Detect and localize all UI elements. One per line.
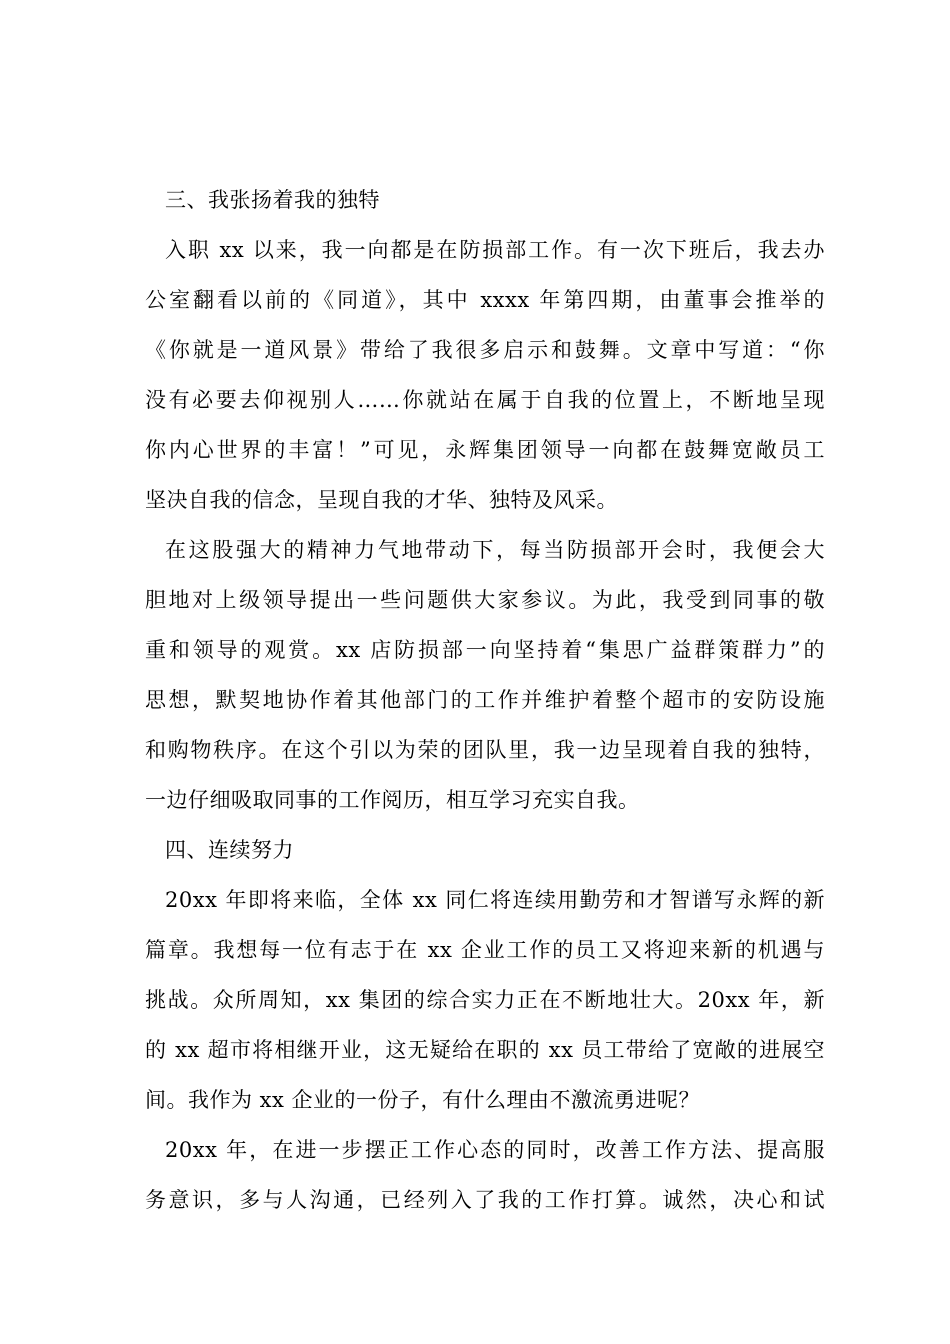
section-heading-3: 三、我张扬着我的独特	[165, 188, 380, 212]
paragraph-line: 你内心世界的丰富！”可见，永辉集团领导一向都在鼓舞宽敞员工	[145, 438, 825, 462]
paragraph-line: 一边仔细吸取同事的工作阅历，相互学习充实自我。	[145, 788, 640, 812]
paragraph-line: 思想，默契地协作着其他部门的工作并维护着整个超市的安防设施	[145, 688, 825, 712]
paragraph-line: 和购物秩序。在这个引以为荣的团队里，我一边呈现着自我的独特，	[145, 738, 825, 762]
paragraph-line: 的 xx 超市将相继开业，这无疑给在职的 xx 员工带给了宽敞的进展空	[145, 1038, 825, 1062]
section-heading-4: 四、连续努力	[165, 838, 294, 862]
paragraph-line: 在这股强大的精神力气地带动下，每当防损部开会时，我便会大	[165, 538, 825, 562]
paragraph-line: 坚决自我的信念，呈现自我的才华、独特及风采。	[145, 488, 618, 512]
paragraph-line: 胆地对上级领导提出一些问题供大家参议。为此，我受到同事的敬	[145, 588, 825, 612]
paragraph-line: 篇章。我想每一位有志于在 xx 企业工作的员工又将迎来新的机遇与	[145, 938, 825, 962]
paragraph-line: 没有必要去仰视别人……你就站在属于自我的位置上，不断地呈现	[145, 388, 825, 412]
paragraph-line: 20xx 年即将来临，全体 xx 同仁将连续用勤劳和才智谱写永辉的新	[165, 888, 825, 912]
paragraph-line: 挑战。众所周知，xx 集团的综合实力正在不断地壮大。20xx 年，新	[145, 988, 825, 1012]
paragraph-line: 间。我作为 xx 企业的一份子，有什么理由不激流勇进呢？	[145, 1088, 701, 1112]
paragraph-line: 重和领导的观赏。xx 店防损部一向坚持着“集思广益群策群力”的	[145, 638, 825, 662]
paragraph-line: 入职 xx 以来，我一向都是在防损部工作。有一次下班后，我去办	[165, 238, 825, 262]
paragraph-line: 20xx 年，在进一步摆正工作心态的同时，改善工作方法、提高服	[165, 1138, 825, 1162]
paragraph-line: 公室翻看以前的《同道》，其中 xxxx 年第四期，由董事会推举的	[145, 288, 825, 312]
paragraph-line: 《你就是一道风景》带给了我很多启示和鼓舞。文章中写道：“你	[145, 338, 825, 362]
paragraph-line: 务意识，多与人沟通，已经列入了我的工作打算。诚然，决心和试	[145, 1188, 825, 1212]
